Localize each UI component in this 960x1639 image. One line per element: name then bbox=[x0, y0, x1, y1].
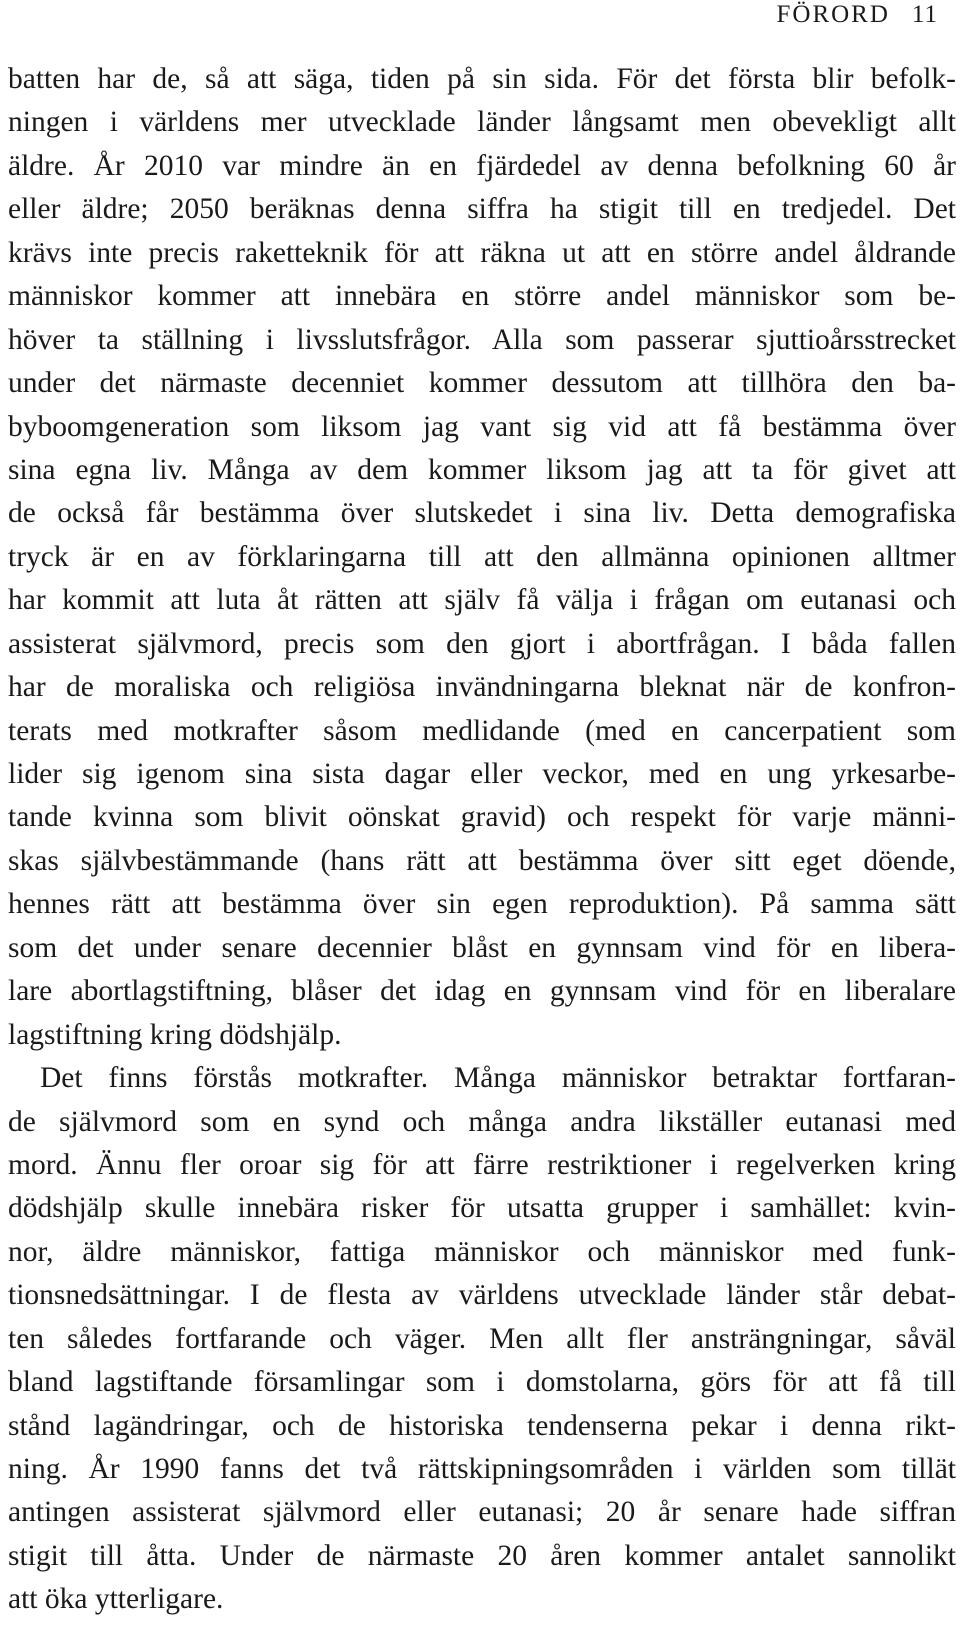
text-line: tryck är en av förklaringarna till att den allmänna opinionen alltmer bbox=[8, 540, 956, 573]
text-line: mord. Ännu fler oroar sig för att färre restriktioner i regelverken kring bbox=[8, 1148, 956, 1181]
text-line: under det närmaste decenniet kommer dessutom att tillhöra den ba- bbox=[8, 367, 956, 400]
text-line: eller äldre; 2050 beräknas denna siffra ha stigit till en tredjedel. Det bbox=[8, 193, 956, 226]
paragraph-2 bbox=[8, 1057, 956, 1622]
page-number: 11 bbox=[911, 1, 938, 28]
text-line: nor, äldre människor, fattiga människor och människor med funk- bbox=[8, 1235, 956, 1268]
text-line: stånd lagändringar, och de historiska tendenserna pekar i denna rikt- bbox=[8, 1409, 956, 1442]
text-line: lare abortlagstiftning, blåser det idag en gynnsam vind för en liberalare bbox=[8, 975, 956, 1008]
chapter-title: FÖRORD bbox=[776, 1, 890, 28]
body-text bbox=[8, 58, 956, 1622]
text-line: hennes rätt att bestämma över sin egen reproduktion). På samma sätt bbox=[8, 888, 956, 921]
running-header bbox=[777, 2, 939, 27]
text-line: som det under senare decennier blåst en gynnsam vind för en libera- bbox=[8, 931, 956, 964]
text-line: äldre. År 2010 var mindre än en fjärdedel av denna befolkning 60 år bbox=[8, 149, 956, 182]
text-line: skas självbestämmande (hans rätt att bestämma över sitt eget döende, bbox=[8, 844, 956, 877]
text-line: ningen i världens mer utvecklade länder långsamt men obevekligt allt bbox=[8, 106, 956, 139]
text-line: batten har de, så att säga, tiden på sin sida. För det första blir befolk- bbox=[8, 63, 956, 95]
text-line: Det finns förstås motkrafter. Många människor betraktar fortfaran- bbox=[40, 1062, 956, 1095]
text-line: krävs inte precis raketteknik för att räkna ut att en större andel åldrande bbox=[8, 236, 956, 269]
text-line: byboomgeneration som liksom jag vant sig vid att få bestämma över bbox=[8, 410, 956, 443]
text-line: ten således fortfarande och väger. Men allt fler ansträngningar, såväl bbox=[8, 1322, 956, 1355]
paragraph-1 bbox=[8, 58, 956, 1057]
text-line: sina egna liv. Många av dem kommer liksom jag att ta för givet att bbox=[8, 453, 956, 486]
text-line: antingen assisterat självmord eller eutanasi; 20 år senare hade siffran bbox=[8, 1496, 956, 1529]
text-line: de också får bestämma över slutskedet i sina liv. Detta demografiska bbox=[8, 497, 956, 530]
text-line: tionsnedsättningar. I de flesta av världens utvecklade länder står debat- bbox=[8, 1279, 956, 1312]
text-line: har de moraliska och religiösa invändningarna bleknat när de konfron- bbox=[8, 671, 956, 704]
text-line: bland lagstiftande församlingar som i domstolarna, görs för att få till bbox=[8, 1366, 956, 1399]
text-line: lider sig igenom sina sista dagar eller veckor, med en ung yrkesarbe- bbox=[8, 758, 956, 790]
text-line: de självmord som en synd och många andra likställer eutanasi med bbox=[8, 1105, 956, 1138]
text-line: att öka ytterligare. bbox=[8, 1583, 224, 1616]
text-line: ning. År 1990 fanns det två rättskipningsområden i världen som tillät bbox=[8, 1453, 956, 1485]
text-line: assisterat självmord, precis som den gjort i abortfrågan. I båda fallen bbox=[8, 627, 956, 660]
text-line: har kommit att luta åt rätten att själv få välja i frågan om eutanasi och bbox=[8, 584, 956, 617]
text-line: tande kvinna som blivit oönskat gravid) och respekt för varje männi- bbox=[8, 801, 956, 834]
text-line: höver ta ställning i livsslutsfrågor. Alla som passerar sjuttioårsstrecket bbox=[8, 323, 956, 356]
text-line: människor kommer att innebära en större andel människor som be- bbox=[8, 280, 956, 313]
text-line: terats med motkrafter såsom medlidande (med en cancerpatient som bbox=[8, 714, 956, 747]
text-line: dödshjälp skulle innebära risker för utsatta grupper i samhället: kvin- bbox=[8, 1192, 956, 1225]
text-line: stigit till åtta. Under de närmaste 20 åren kommer antalet sannolikt bbox=[8, 1539, 956, 1572]
text-line: lagstiftning kring dödshjälp. bbox=[8, 1018, 342, 1051]
